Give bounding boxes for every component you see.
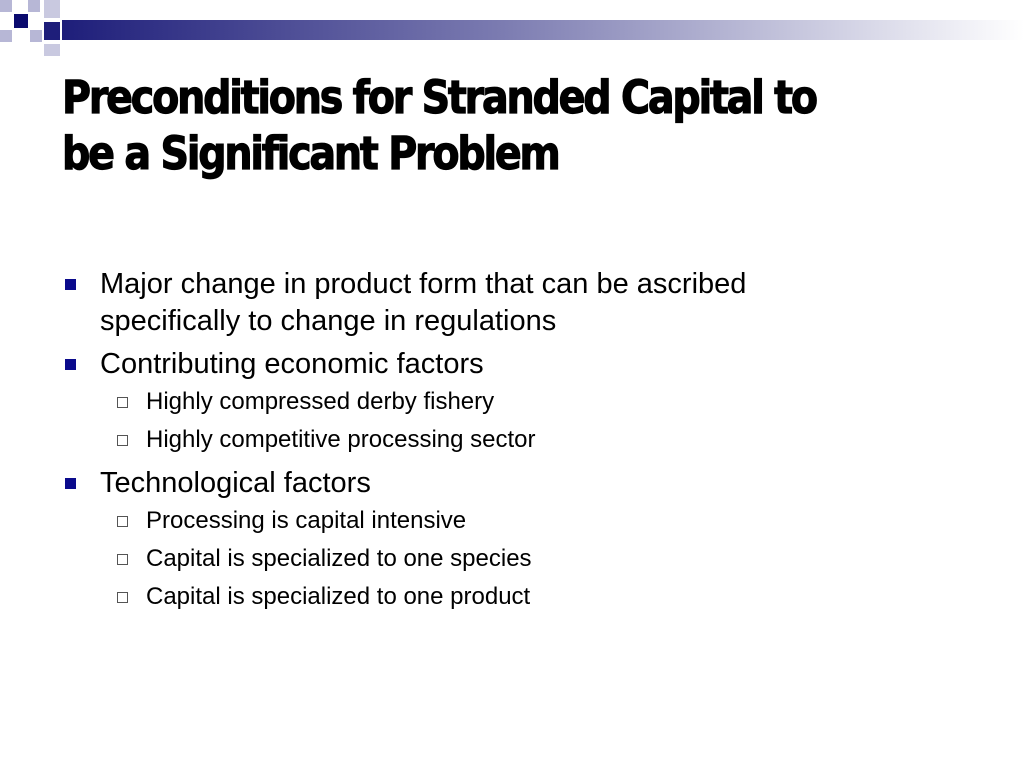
hollow-square-bullet-icon <box>117 554 128 565</box>
title-decoration-band <box>0 0 1024 64</box>
hollow-square-bullet-icon <box>117 435 128 446</box>
sub-bullet-item <box>100 425 962 455</box>
square-bullet-icon <box>65 359 76 370</box>
square-bullet-icon <box>65 478 76 489</box>
hollow-square-bullet-icon <box>117 516 128 527</box>
bullet-text-line-1: Major change in product form that can be ascribed <box>100 268 747 300</box>
sub-bullet-item <box>100 387 962 417</box>
bullet-item-economic-factors <box>62 346 962 455</box>
slide-title <box>62 70 854 182</box>
sub-bullet-text: Capital is specialized to one product <box>146 583 531 610</box>
bullet-item-technological-factors <box>62 465 962 612</box>
sub-bullet-item <box>100 582 962 612</box>
sub-bullet-item <box>100 544 962 574</box>
sub-bullet-list <box>100 506 962 612</box>
sub-bullet-text: Processing is capital intensive <box>146 507 467 534</box>
decoration-squares-graphic <box>0 0 1024 64</box>
bullet-text: Contributing economic factors <box>100 348 484 380</box>
hollow-square-bullet-icon <box>117 592 128 603</box>
sub-bullet-item <box>100 506 962 536</box>
square-bullet-icon <box>65 279 76 290</box>
bullet-text: Technological factors <box>100 467 371 499</box>
sub-bullet-text: Highly competitive processing sector <box>146 426 536 453</box>
slide-title-line-2: be a Significant Problem <box>62 127 559 180</box>
bullet-text-line-2: specifically to change in regulations <box>100 305 557 337</box>
bullet-item-regulation-change <box>62 266 962 340</box>
slide-content <box>62 266 962 622</box>
sub-bullet-text: Highly compressed derby fishery <box>146 388 495 415</box>
bullet-list <box>62 266 962 612</box>
hollow-square-bullet-icon <box>117 397 128 408</box>
sub-bullet-text: Capital is specialized to one species <box>146 545 532 572</box>
sub-bullet-list <box>100 387 962 455</box>
slide-title-line-1: Preconditions for Stranded Capital to <box>62 71 816 124</box>
